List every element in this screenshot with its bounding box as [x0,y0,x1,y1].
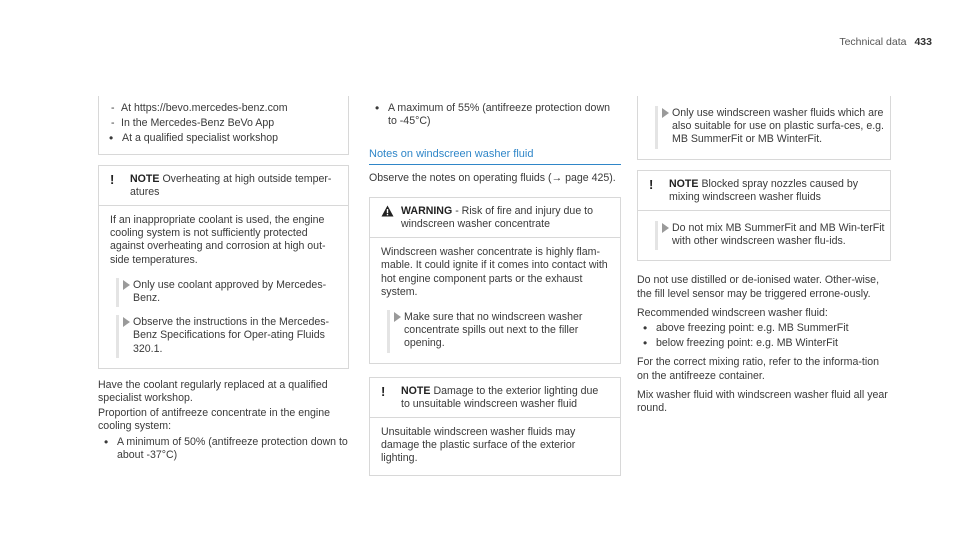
instruction-step: Make sure that no windscreen washer concentrate spills out next to the filler opening. [370,310,620,353]
fluid-step-box [637,96,891,160]
list-item: • A maximum of 55% (antifreeze protection down to -45°C) [375,101,610,128]
warning-icon [381,205,401,231]
paragraph: Have the coolant regularly replaced at a qualified specialist workshop. [98,378,328,405]
note-icon: ! [110,171,115,187]
note-icon: ! [649,176,654,192]
section-title: Notes on windscreen washer fluid [369,148,621,164]
sources-box [98,96,349,155]
note-overheating: ! NOTE Overheating at high outside temper-atures If an inappropriate coolant is used, the engine cooling system is not sufficiently protected against overheating and corrosion at high out-side temperatures. Only use coolant approved by Mercedes-Benz. Observe the instructions in the Mercedes-Benz Specifications for Oper-ating Fluids 320.1. [98,165,349,369]
list-item: • At a qualified specialist workshop [109,131,279,146]
warning-box: WARNING - Risk of fire and injury due to windscreen washer concentrate Windscreen washer concentrate is highly flam-mable. It could ignite if it comes into contact with hot engine component parts or the exhaust system. Make sure that no windscreen washer concentrate spills out next to the filler opening. [369,197,621,364]
instruction-step: Do not mix MB SummerFit and MB Win-terFit with other windscreen washer flu-ids. [638,221,890,250]
play-arrow-icon [123,280,130,290]
instruction-step: Only use coolant approved by Mercedes-Benz. [99,278,348,307]
list-item: • above freezing point: e.g. MB SummerFit [643,321,849,336]
play-arrow-icon [662,223,669,233]
column-1 [98,96,349,462]
play-arrow-icon [394,312,401,322]
note-icon: ! [381,383,386,399]
list-item: - In the Mercedes-Benz BeVo App [111,117,275,130]
note-exterior-lighting: ! NOTE Damage to the exterior lighting due to unsuitable windscreen washer fluid Unsuitable windscreen washer fluids may damage the plastic surface of the exterior lighting. [369,377,621,476]
play-arrow-icon [662,108,669,118]
page-header [839,36,932,49]
page-number: 433 [914,36,932,48]
paragraph: Do not use distilled or de-ionised water. Other-wise, the fill level sensor may be triggered errone-ously. [637,274,880,300]
source-url[interactable]: At https://bevo.mercedes-benz.com [121,102,288,114]
section-name: Technical data [839,36,907,48]
paragraph: Recommended windscreen washer fluid: [637,306,828,319]
note-blocked-nozzles: ! NOTE Blocked spray nozzles caused by mixing windscreen washer fluids Do not mix MB SummerFit and MB Win-terFit with other windscreen washer flu-ids. [637,170,891,262]
list-item: • A minimum of 50% (antifreeze protection down to about -37°C) [104,434,348,461]
intro-text[interactable]: Observe the notes on operating fluids (→ page 425). [369,171,616,184]
paragraph: Mix washer fluid with windscreen washer fluid all year round. [637,388,888,415]
instruction-step: Observe the instructions in the Mercedes-Benz Specifications for Oper-ating Fluids 320.1. [99,315,348,358]
instruction-step: Only use windscreen washer fluids which are also suitable for use on plastic surfa-ces, e.g. MB SummerFit or MB WinterFit. [638,106,890,149]
paragraph: For the correct mixing ratio, refer to the informa-tion on the antifreeze container. [637,356,879,382]
list-item: - At https://bevo.mercedes-benz.com [111,102,288,114]
column-2 [369,102,621,476]
list-item: • below freezing point: e.g. MB WinterFit [643,336,838,351]
column-3 [637,96,891,415]
play-arrow-icon [123,317,130,327]
paragraph: Proportion of antifreeze concentrate in the engine cooling system: [98,407,331,433]
